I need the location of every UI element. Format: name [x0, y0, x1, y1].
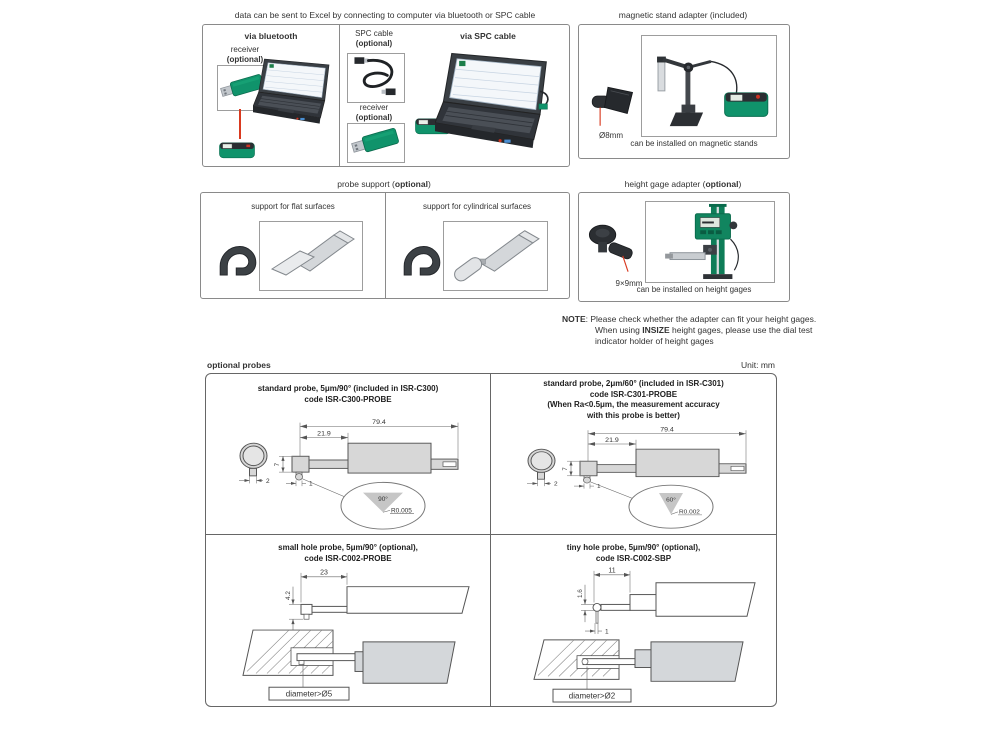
svg-text:diameter>Ø5: diameter>Ø5: [285, 689, 333, 699]
height-gage-adapter-dimension: 9×9mm: [615, 279, 643, 288]
svg-text:21.9: 21.9: [317, 430, 331, 438]
std90-diagram: [213, 418, 479, 530]
magnetic-stand-title: magnetic stand adapter (included): [618, 10, 748, 20]
svg-text:23: 23: [320, 569, 328, 577]
magnetic-adapter: [587, 77, 643, 134]
unit-label: Unit: mm: [741, 360, 775, 370]
svg-text:R0.002: R0.002: [679, 509, 700, 516]
usb-receiver-icon: [348, 124, 402, 160]
height-gage-adapter: [585, 219, 643, 282]
laptop-icon: [253, 57, 339, 133]
svg-text:1: 1: [597, 484, 601, 491]
laptop-icon: [435, 51, 561, 161]
cylindrical-support-scene: [444, 222, 545, 288]
magnetic-stand-photo-box: [641, 35, 777, 137]
cell-standard-probe-90: [206, 374, 490, 534]
svg-text:90°: 90°: [378, 496, 388, 503]
svg-text:2: 2: [554, 481, 558, 488]
svg-text:diameter>Ø2: diameter>Ø2: [568, 691, 616, 701]
connectivity-box: [202, 24, 570, 167]
height-gage-scene: [646, 202, 772, 280]
roughness-tester-icon: [217, 135, 257, 163]
small-hole-header: small hole probe, 5μm/90° (optional), code ISR-C002-PROBE: [278, 543, 418, 563]
height-gage-caption: can be installed on height gages: [636, 285, 752, 294]
tiny-hole-header: tiny hole probe, 5μm/90° (optional), code ISR-C002-SBP: [566, 543, 701, 563]
svg-text:1: 1: [309, 480, 313, 488]
svg-text:1.6: 1.6: [576, 589, 585, 599]
svg-text:79.4: 79.4: [372, 419, 386, 426]
panel-divider: [339, 25, 340, 166]
cylindrical-support-label: support for cylindrical surfaces: [422, 202, 532, 211]
bt-laptop: [253, 57, 339, 138]
spc-receiver-photo-box: [347, 123, 405, 163]
note-block: [562, 314, 830, 347]
svg-text:R0.005: R0.005: [391, 507, 412, 515]
connectivity-caption: data can be sent to Excel by connecting to computer via bluetooth or SPC cable: [234, 10, 536, 20]
spc-cable-photo-box: [347, 53, 405, 103]
probes-table: [205, 373, 777, 707]
std60-diagram: [501, 426, 767, 529]
spc-cable-icon: [348, 54, 402, 100]
magnetic-adapter-dimension: Ø8mm: [599, 131, 623, 140]
support-clamp-icon: [213, 235, 263, 283]
svg-text:60°: 60°: [666, 497, 676, 504]
bluetooth-title: via bluetooth: [244, 31, 298, 41]
spc-cable-label: SPC cable (optional): [355, 29, 393, 48]
cylindrical-support-photo-box: [443, 221, 548, 291]
probes-section-title: optional probes: [207, 360, 271, 370]
cell-small-hole-probe: [206, 535, 490, 706]
flat-support-label: support for flat surfaces: [251, 202, 335, 211]
tiny-hole-diagram: [499, 565, 769, 703]
svg-text:21.9: 21.9: [605, 437, 619, 444]
note-line-3: indicator holder of height gages: [595, 336, 714, 346]
bt-receiver-label: receiver (optional): [226, 45, 264, 64]
height-gage-adapter-icon: [585, 219, 643, 277]
height-gage-photo-box: [645, 201, 775, 283]
spc-title: via SPC cable: [460, 31, 516, 41]
flat-support-photo-box: [259, 221, 363, 291]
svg-text:4.2: 4.2: [284, 591, 293, 601]
support-clamp-icon: [397, 235, 447, 283]
svg-text:7: 7: [273, 462, 282, 467]
svg-text:2: 2: [266, 478, 270, 485]
spc-receiver-label: receiver (optional): [355, 103, 393, 122]
spc-laptop: [435, 51, 561, 166]
svg-text:11: 11: [608, 567, 616, 575]
magnetic-stand-box: [578, 24, 790, 159]
magnetic-adapter-icon: [587, 77, 643, 129]
bt-tester: [217, 135, 257, 168]
std60-header: standard probe, 2μm/60° (included in ISR-C301) code ISR-C301-PROBE (When Ra<0.5μm, the measurement accuracy with this probe is better): [543, 379, 724, 420]
flat-support-scene: [260, 222, 360, 288]
note-line-1: NOTE: Please check whether the adapter can fit your height gages.: [562, 314, 817, 324]
probe-support-title: probe support (optional): [337, 179, 431, 189]
height-gage-title: height gage adapter (optional): [624, 179, 742, 189]
cylindrical-support-clamp: [397, 235, 447, 288]
note-line-2: When using INSIZE height gages, please use the dial test: [595, 325, 813, 335]
height-gage-box: [578, 192, 790, 302]
svg-text:7: 7: [562, 467, 570, 471]
svg-text:79.4: 79.4: [660, 426, 674, 434]
flat-support-clamp: [213, 235, 263, 288]
svg-text:1: 1: [605, 628, 609, 636]
probe-support-box: [200, 192, 570, 299]
magnetic-stand-scene: [642, 36, 774, 134]
std90-header: standard probe, 5μm/90° (included in ISR-C300) code ISR-C300-PROBE: [257, 384, 439, 404]
small-hole-diagram: [213, 565, 483, 703]
magnetic-stand-caption: can be installed on magnetic stands: [630, 139, 758, 148]
cell-standard-probe-60: [491, 374, 776, 534]
cell-tiny-hole-probe: [491, 535, 776, 706]
